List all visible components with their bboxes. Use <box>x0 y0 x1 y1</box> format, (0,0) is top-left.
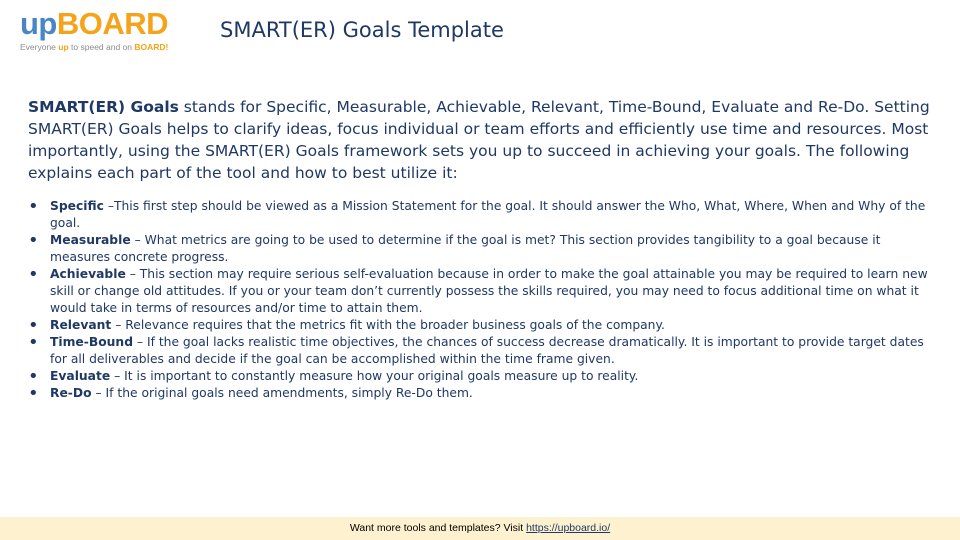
bullet-item-evaluate <box>28 368 938 385</box>
bullet-text: – Relevance requires that the metrics fit with the broader business goals of the company. <box>111 318 665 332</box>
smarter-bullet-list <box>28 198 938 402</box>
footer-text <box>0 522 960 534</box>
bullet-text: – This section may require serious self-evaluation because in order to make the goal attainable you may be required to learn new skill or change old attitudes. If you or your team don’t currently possess the skills required, you may need to focus additional time on what it would take in terms of resources and/or time to attain them. <box>50 267 928 315</box>
page-title: SMART(ER) Goals Template <box>220 18 504 42</box>
bullet-text: – If the goal lacks realistic time objectives, the chances of success decrease dramatically. It is important to provide target dates for all deliverables and decide if the goal can be accomplished within the time frame given. <box>50 335 924 366</box>
bullet-term: Specific <box>50 199 104 213</box>
bullet-term: Re-Do <box>50 386 92 400</box>
logo-word-board: BOARD <box>56 6 169 41</box>
footer-link[interactable]: https://upboard.io/ <box>526 522 611 534</box>
bullet-text: – If the original goals need amendments, simply Re-Do them. <box>91 386 473 400</box>
bullet-icon: • <box>28 196 39 217</box>
bullet-text: – It is important to constantly measure how your original goals measure up to reality. <box>110 369 639 383</box>
intro-text: stands for Specific, Measurable, Achievable, Relevant, Time-Bound, Evaluate and Re-Do. Setting SMART(ER) Goals helps to clarify ideas, focus individual or team efforts and efficiently use time and resources. Most importantly, using the SMART(ER) Goals framework sets you up to succeed in achieving your goals. The following explains each part of the tool and how to best utilize it: <box>28 98 930 182</box>
bullet-item-measurable <box>28 232 938 266</box>
upboard-logo <box>20 6 190 52</box>
bullet-icon: • <box>28 383 39 404</box>
bullet-icon: • <box>28 332 39 353</box>
logo-tagline-up: up <box>58 42 69 52</box>
intro-paragraph <box>28 96 933 184</box>
bullet-item-relevant <box>28 317 938 334</box>
bullet-item-re-do <box>28 385 938 402</box>
logo-wordmark <box>20 6 190 42</box>
logo-tagline-board: BOARD! <box>134 42 169 52</box>
bullet-item-time-bound <box>28 334 938 368</box>
logo-tagline-part2: to speed and on <box>68 42 135 52</box>
intro-bold-lead: SMART(ER) Goals <box>28 98 179 116</box>
logo-word-up: up <box>20 6 57 41</box>
logo-tagline-part1: Everyone <box>20 42 59 52</box>
bullet-icon: • <box>28 230 39 251</box>
bullet-term: Measurable <box>50 233 131 247</box>
bullet-icon: • <box>28 264 39 285</box>
bullet-item-achievable <box>28 266 938 317</box>
footer-label: Want more tools and templates? Visit <box>349 522 527 534</box>
bullet-term: Achievable <box>50 267 126 281</box>
bullet-term: Evaluate <box>50 369 111 383</box>
bullet-term: Time-Bound <box>50 335 133 349</box>
bullet-term: Relevant <box>50 318 112 332</box>
bullet-icon: • <box>28 366 39 387</box>
bullet-icon: • <box>28 315 39 336</box>
bullet-text: –This first step should be viewed as a Mission Statement for the goal. It should answer the Who, What, Where, When and Why of the goal. <box>50 199 926 230</box>
bullet-text: – What metrics are going to be used to determine if the goal is met? This section provides tangibility to a goal because it measures concrete progress. <box>50 233 881 264</box>
logo-tagline <box>20 42 190 52</box>
bullet-item-specific <box>28 198 938 232</box>
